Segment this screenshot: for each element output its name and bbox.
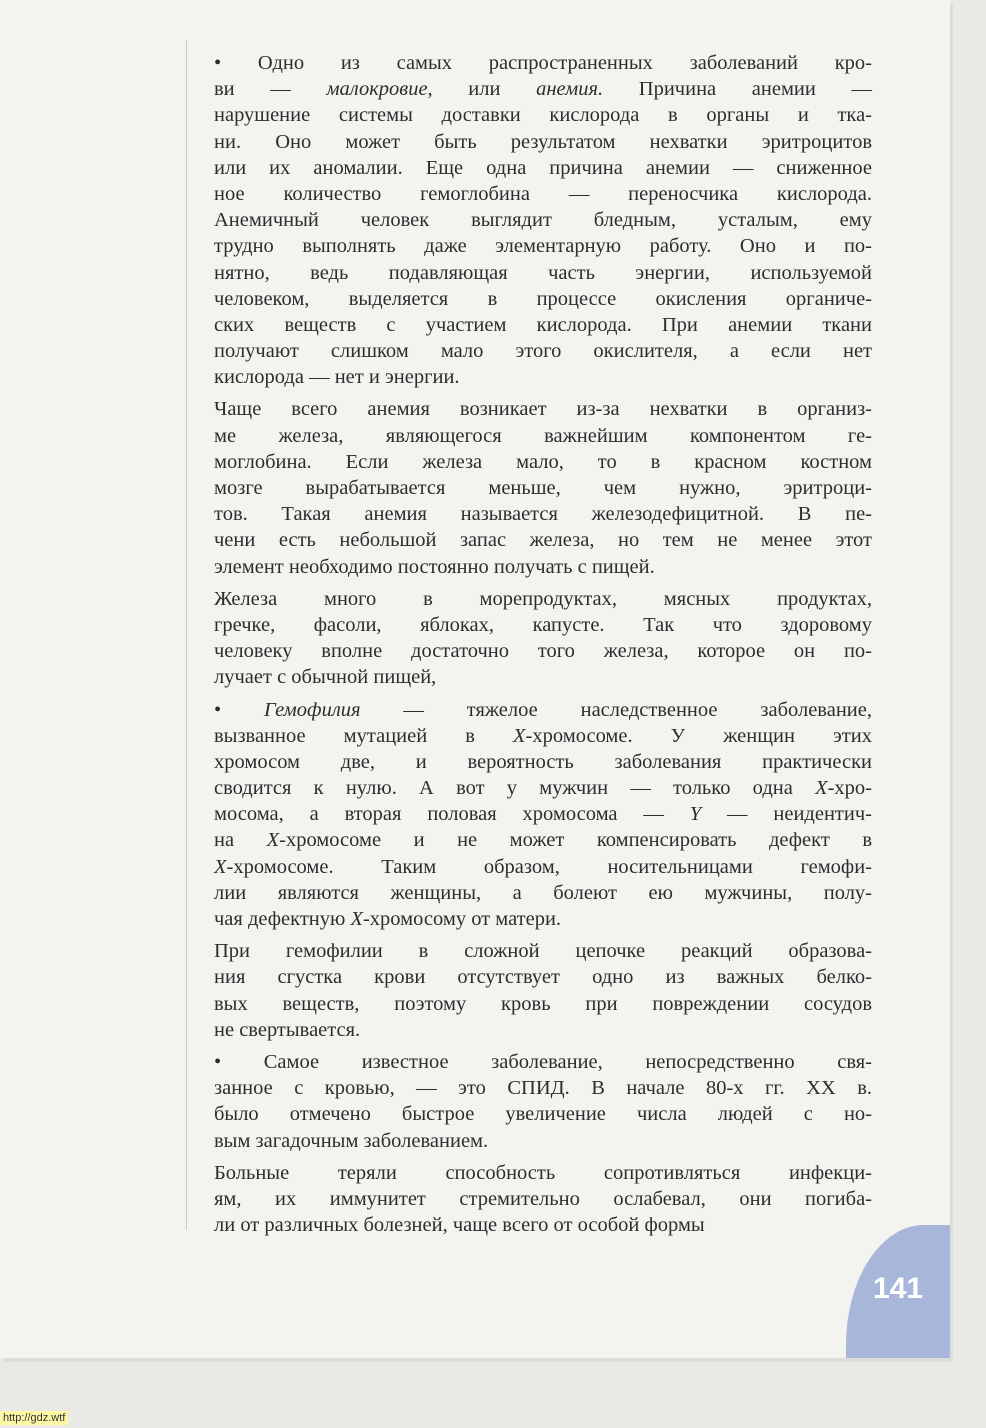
text-line xyxy=(214,501,872,527)
text-run: или их аномалии. Еще одна причина анемии — сниженное xyxy=(214,156,872,179)
text-run: ям, их иммунитет стремительно ослабевал, они погиба- xyxy=(214,1187,872,1210)
text-run: Железа много в морепродуктах, мясных продуктах, xyxy=(214,587,872,610)
text-line xyxy=(214,207,872,233)
text-line xyxy=(214,286,872,312)
paragraph xyxy=(214,586,872,691)
text-run: чени есть небольшой запас железа, но тем не менее этот xyxy=(214,529,872,552)
paragraph xyxy=(214,1049,872,1154)
text-line xyxy=(214,233,872,259)
text-line xyxy=(214,364,872,390)
text-run: тов. Такая анемия называется железодефицитной. В пе- xyxy=(214,503,872,526)
emphasized-term: Y xyxy=(689,803,702,826)
text-line xyxy=(214,1128,872,1154)
emphasized-term: X xyxy=(815,777,828,800)
text-run: ских веществ с участием кислорода. При анемии ткани xyxy=(214,313,872,336)
emphasized-term: X xyxy=(513,724,526,747)
text-run: элемент необходимо постоянно получать с пищей. xyxy=(214,555,655,578)
text-run: -хромосому от матери. xyxy=(362,908,562,930)
text-run: Анемичный человек выглядит бледным, усталым, ему xyxy=(214,209,872,232)
text-run: — тяжелое наследственное заболевание, xyxy=(360,698,872,721)
text-line xyxy=(214,906,872,932)
text-run: человеком, выделяется в процессе окисления органиче- xyxy=(214,287,872,310)
text-run: -хромосоме и не может компенсировать дефект в xyxy=(279,829,872,852)
text-line xyxy=(214,527,872,553)
text-line xyxy=(214,155,872,181)
text-run: нятно, ведь подавляющая часть энергии, используемой xyxy=(214,261,872,284)
text-line xyxy=(214,697,872,723)
text-run: на xyxy=(214,829,267,852)
text-run: — неидентич- xyxy=(701,803,873,826)
text-line xyxy=(214,1017,872,1043)
text-line xyxy=(214,338,872,364)
text-run: • Одно из самых распространенных заболеваний кро- xyxy=(214,52,872,74)
text-run: сводится к нулю. А вот у мужчин — только одна xyxy=(214,777,816,800)
text-line xyxy=(214,312,872,338)
text-run: ное количество гемоглобина — переносчика кислорода. xyxy=(214,182,872,205)
text-run: лучает с обычной пищей, xyxy=(214,666,437,689)
emphasized-term: малокровие xyxy=(326,78,428,101)
paragraph xyxy=(214,50,872,390)
text-line xyxy=(214,801,872,827)
text-run: вых веществ, поэтому кровь при повреждении сосудов xyxy=(214,992,872,1015)
paragraph xyxy=(214,396,872,579)
text-line xyxy=(214,1049,872,1075)
emphasized-term: анемия. xyxy=(536,78,604,101)
text-run: занное с кровью, — это СПИД. В начале 80-х гг. XX в. xyxy=(214,1077,872,1100)
text-run: трудно выполнять даже элементарную работу. Оно и по- xyxy=(214,235,872,258)
text-run: -хромосоме. Таким образом, носительницами гемофи- xyxy=(226,855,872,878)
text-run: человеку вполне достаточно того железа, которое он по- xyxy=(214,640,872,663)
text-line xyxy=(214,76,872,102)
text-line xyxy=(214,102,872,128)
watermark-link[interactable]: http://gdz.wtf xyxy=(0,1411,68,1425)
text-line xyxy=(214,775,872,801)
text-run: -хромосоме. У женщин этих xyxy=(525,724,872,747)
text-line xyxy=(214,475,872,501)
text-line xyxy=(214,991,872,1017)
text-run: ви — xyxy=(214,78,327,101)
text-line xyxy=(214,129,872,155)
text-run: Чаще всего анемия возникает из-за нехватки в организ- xyxy=(214,398,872,421)
text-run: мосома, а вторая половая хромосома — xyxy=(214,803,690,826)
emphasized-term: X xyxy=(214,855,227,878)
text-run: ли от различных болезней, чаще всего от особой формы xyxy=(214,1214,705,1237)
text-line xyxy=(214,723,872,749)
page-number: 141 xyxy=(872,1272,924,1305)
text-line xyxy=(214,449,872,475)
paragraph xyxy=(214,1160,872,1239)
text-line xyxy=(214,749,872,775)
text-line xyxy=(214,938,872,964)
text-line xyxy=(214,396,872,422)
paragraph xyxy=(214,938,872,1043)
text-run: хромосом две, и вероятность заболевания практически xyxy=(214,750,872,773)
text-line xyxy=(214,181,872,207)
emphasized-term: X xyxy=(266,829,280,852)
text-run: гречке, фасоли, яблоках, капусте. Так что здоровому xyxy=(214,613,872,636)
text-run: моглобина. Если железа мало, то в красном костном xyxy=(214,450,872,473)
emphasized-term: Гемофилия xyxy=(264,698,361,721)
paragraph xyxy=(214,697,872,933)
text-run: мозге вырабатывается меньше, чем нужно, эритроци- xyxy=(214,477,872,499)
text-run: При гемофилии в сложной цепочке реакций образова- xyxy=(214,940,872,963)
text-run: нарушение системы доставки кислорода в органы и тка- xyxy=(214,104,872,127)
text-run: • xyxy=(214,698,265,721)
body-text xyxy=(214,50,872,1244)
text-line xyxy=(214,50,872,76)
text-run: ния сгустка крови отсутствует одно из важных белко- xyxy=(214,966,872,989)
text-run: вызванное мутацией в xyxy=(214,724,514,747)
text-line xyxy=(214,880,872,906)
text-line xyxy=(214,664,872,690)
text-run: Причина анемии — xyxy=(603,78,872,101)
text-run: не свертывается. xyxy=(214,1018,361,1041)
text-line xyxy=(214,260,872,286)
margin-divider xyxy=(186,40,187,1230)
text-line xyxy=(214,1075,872,1101)
text-line xyxy=(214,638,872,664)
text-line xyxy=(214,612,872,638)
text-line xyxy=(214,964,872,990)
text-run: было отмечено быстрое увеличение числа людей с но- xyxy=(214,1103,872,1126)
text-run: получают слишком мало этого окислителя, а если нет xyxy=(214,340,872,363)
text-run: ме железа, являющегося важнейшим компонентом ге- xyxy=(214,424,872,447)
text-run: лии являются женщины, а болеют ею мужчины, полу- xyxy=(214,881,872,904)
text-run: ни. Оно может быть результатом нехватки эритроцитов xyxy=(214,130,872,153)
text-run: чая дефектную xyxy=(214,908,351,930)
text-run: , или xyxy=(427,78,537,101)
text-line xyxy=(214,1212,872,1238)
text-run: кислорода — нет и энергии. xyxy=(214,366,460,389)
text-line xyxy=(214,423,872,449)
text-run: -хро- xyxy=(827,777,872,800)
text-line xyxy=(214,827,872,853)
text-line xyxy=(214,586,872,612)
text-line xyxy=(214,554,872,580)
text-line xyxy=(214,854,872,880)
text-line xyxy=(214,1160,872,1186)
text-run: вым загадочным заболеванием. xyxy=(214,1129,489,1152)
text-run: Больные теряли способность сопротивляться инфекци- xyxy=(214,1161,872,1184)
text-line xyxy=(214,1101,872,1127)
text-run: • Самое известное заболевание, непосредственно свя- xyxy=(214,1050,872,1073)
text-line xyxy=(214,1186,872,1212)
emphasized-term: X xyxy=(350,908,363,930)
